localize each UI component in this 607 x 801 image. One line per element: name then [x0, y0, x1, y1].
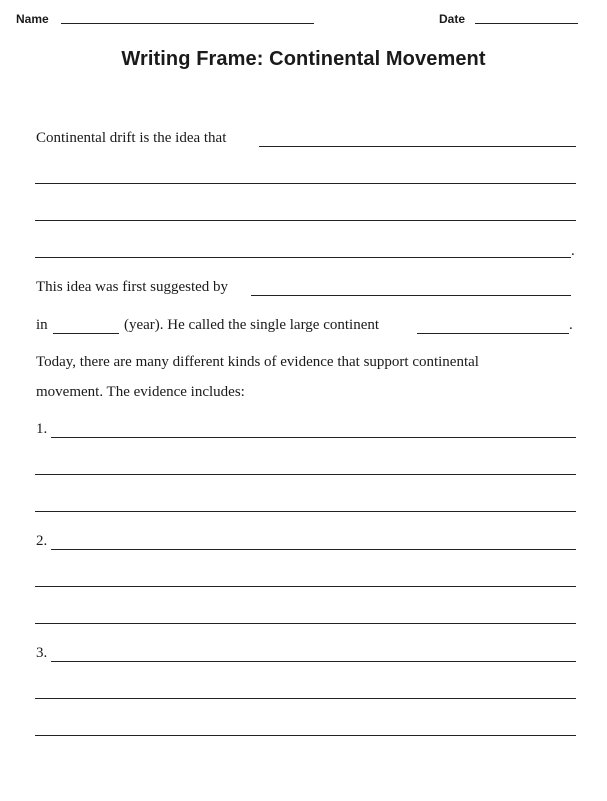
evidence-1-line-3[interactable] [35, 511, 576, 512]
evidence-intro-line-2: movement. The evidence includes: [36, 384, 245, 400]
page-title: Writing Frame: Continental Movement [121, 48, 486, 70]
evidence-3-line-2[interactable] [35, 698, 576, 699]
evidence-2-line-3[interactable] [35, 623, 576, 624]
name-label: Name [16, 12, 49, 26]
drift-answer-line-2[interactable] [35, 183, 576, 184]
evidence-1-line-2[interactable] [35, 474, 576, 475]
suggested-by-field[interactable] [251, 295, 571, 296]
continent-period: . [569, 317, 573, 333]
drift-answer-line-3[interactable] [35, 220, 576, 221]
evidence-3-line-3[interactable] [35, 735, 576, 736]
evidence-intro-line-1: Today, there are many different kinds of evidence that support continental [36, 354, 479, 370]
evidence-1-line-1[interactable] [51, 437, 576, 438]
date-field[interactable] [475, 23, 578, 24]
drift-period: . [571, 243, 575, 259]
evidence-number-1: 1. [36, 421, 48, 437]
name-field[interactable] [61, 23, 314, 24]
in-label: in [36, 317, 48, 333]
evidence-number-3: 3. [36, 645, 48, 661]
date-label: Date [439, 12, 466, 26]
year-continent-text: (year). He called the single large continent [124, 317, 380, 333]
evidence-3-line-1[interactable] [51, 661, 576, 662]
year-field[interactable] [53, 333, 119, 334]
drift-prompt: Continental drift is the idea that [36, 130, 227, 146]
drift-answer-line-4[interactable] [35, 257, 571, 258]
evidence-2-line-1[interactable] [51, 549, 576, 550]
evidence-2-line-2[interactable] [35, 586, 576, 587]
continent-name-field[interactable] [417, 333, 569, 334]
evidence-number-2: 2. [36, 533, 48, 549]
suggested-prompt: This idea was first suggested by [36, 279, 229, 295]
drift-answer-line-1[interactable] [259, 146, 576, 147]
